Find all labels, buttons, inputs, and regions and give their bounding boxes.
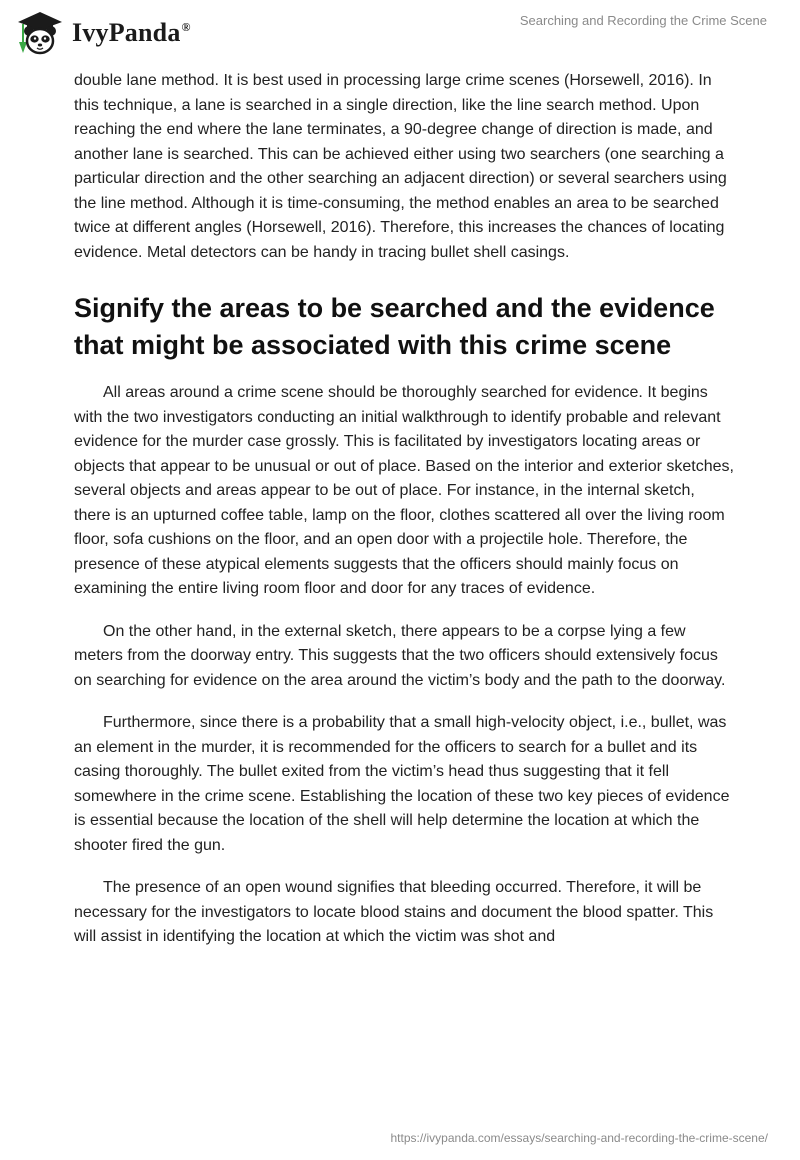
ivypanda-logo[interactable] — [14, 8, 191, 58]
paragraph-bullet: Furthermore, since there is a probability that a small high-velocity object, i.e., bullet, was an element in the murder, it is recommended for the officers to search for a bullet and its casing thoroughly. The bullet exited from the victim’s head thus suggesting that it fell somewhere in the crime scene. Establishing the location of these two key pieces of evidence is essential because the location of the shell will help determine the location at which the shooter fired the gun. — [74, 714, 730, 854]
document-title: Searching and Recording the Crime Scene — [519, 13, 767, 28]
page-header — [0, 0, 800, 70]
paragraph-areas: All areas around a crime scene should be thoroughly searched for evidence. It begins with the two investigators conducting an initial walkthrough to identify probable and relevant evidence for the murder case grossly. This is facilitated by investigators locating areas or objects that appear to be unusual or out of place. Based on the interior and exterior sketches, several objects and areas appear to be out of place. For instance, in the internal sketch, there is an upturned coffee table, lamp on the floor, clothes scattered all over the living room floor, sofa cushions on the floor, and an open door with a projectile hole. Therefore, the presence of these atypical elements suggests that the officers should mainly focus on examining the entire living room floor and door for any traces of evidence. — [74, 384, 734, 597]
section-heading: Signify the areas to be searched and the evidence that might be associated with this crime scene — [74, 293, 715, 360]
source-url-link[interactable]: https://ivypanda.com/essays/searching-and-recording-the-crime-scene/ — [390, 1131, 768, 1145]
brand-name — [72, 18, 191, 48]
essay-content — [74, 69, 734, 950]
brand-name-text: IvyPanda — [72, 18, 181, 47]
paragraph-double-lane: double lane method. It is best used in processing large crime scenes (Horsewell, 2016). In this technique, a lane is searched in a single direction, like the line search method. Upon reaching the end where the lane terminates, a 90-degree change of direction is made, and another lane is searched. This can be achieved either using two searchers (one searching a particular direction and the other searching an adjacent direction) or several searchers using the line method. Although it is time-consuming, the method enables an area to be searched twice at different angles (Horsewell, 2016). Therefore, this increases the chances of locating evidence. Metal detectors can be handy in tracing bullet shell casings. — [74, 72, 727, 261]
registered-mark: ® — [181, 20, 191, 35]
paragraph-blood: The presence of an open wound signifies that bleeding occurred. Therefore, it will be necessary for the investigators to locate blood stains and document the blood spatter. This will assist in identifying the location at which the victim was shot and — [74, 879, 714, 945]
panda-graduate-icon — [14, 9, 66, 57]
paragraph-external-sketch: On the other hand, in the external sketch, there appears to be a corpse lying a few meters from the doorway entry. This suggests that the two officers should extensively focus on searching for evidence on the area around the victim’s body and the path to the doorway. — [74, 622, 726, 689]
